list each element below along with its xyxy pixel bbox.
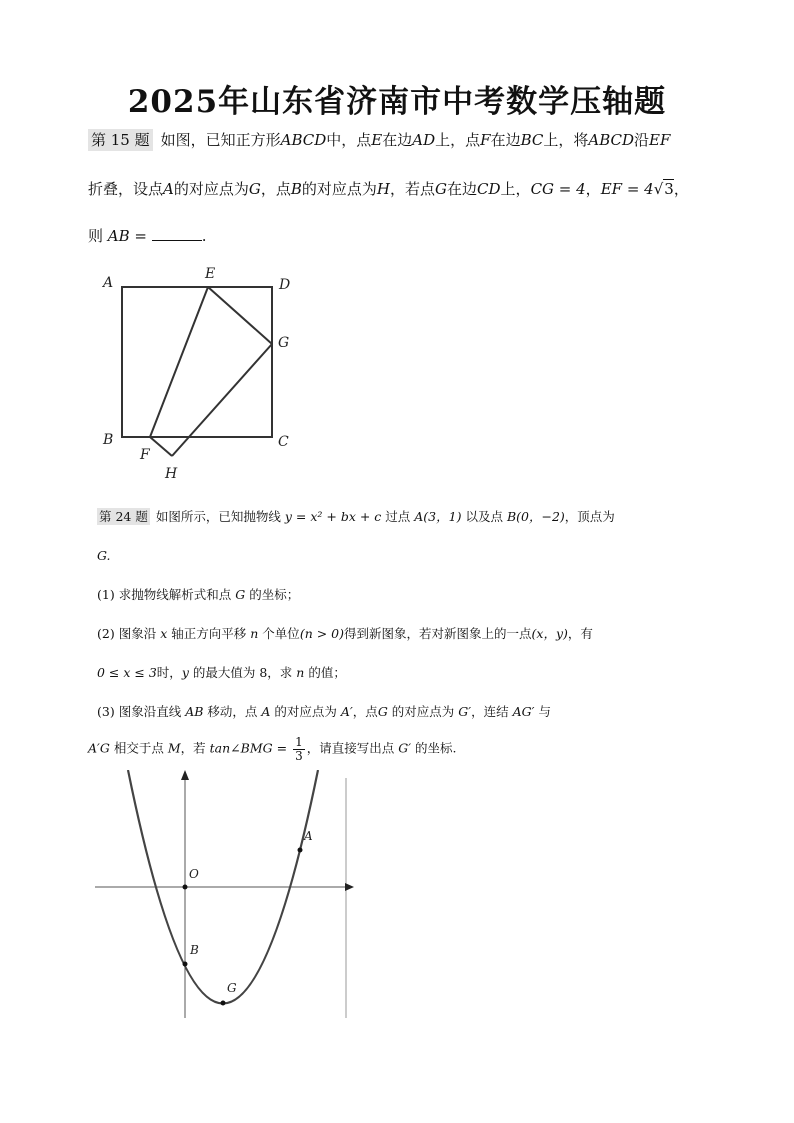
q24-tag: 第 24 题 (99, 509, 148, 524)
q24-part-2: (2) 图象沿 x 轴正方向平移 n 个单位(n > 0)得到新图象，若对新图象上的一点(x，y)，有 (97, 626, 593, 641)
label-f: F (140, 447, 150, 463)
q15-tag: 第 15 题 (88, 129, 153, 151)
q15-line-1: 第 15 题 如图，已知正方形ABCD中，点E在边AD上，点F在边BC上，将ABCD沿EF (88, 131, 728, 149)
point-a (298, 848, 303, 853)
point-o (183, 885, 188, 890)
square-abcd (122, 287, 272, 437)
label-b-parabola: B (190, 943, 199, 957)
segment-eg (208, 287, 272, 344)
q24-part-3: (3) 图象沿直线 AB 移动，点 A 的对应点为 A′，点G 的对应点为 G′，连结 AG′ 与 (97, 704, 551, 719)
q15-line-3: 则 AB = . (88, 227, 207, 245)
page-title: 2025年山东省济南市中考数学压轴题 (127, 84, 667, 120)
q15-figure (95, 262, 305, 488)
x-axis-arrow (345, 883, 354, 891)
label-a-parabola: A (304, 829, 313, 843)
segment-gh (172, 344, 272, 456)
label-g-parabola: G (227, 981, 237, 995)
label-h: H (165, 466, 178, 482)
fraction-one-third: $\frac{1}{3}$ (295, 735, 303, 763)
label-g: G (278, 335, 290, 351)
q24-intro: 第 24 题 如图所示，已知抛物线 y = x² + bx + c 过点 A(3，1) 以及点 B(0，−2)，顶点为 (99, 509, 615, 524)
segment-fh (150, 437, 172, 456)
answer-blank[interactable] (152, 226, 202, 241)
label-e: E (205, 266, 216, 282)
label-a: A (103, 275, 114, 291)
label-o: O (189, 867, 199, 881)
segment-ef (150, 287, 208, 437)
q24-part-2-cont: 0 ≤ x ≤ 3时，y 的最大值为 8，求 n 的值； (97, 665, 346, 680)
y-axis-arrow (181, 770, 189, 780)
label-b: B (103, 432, 114, 448)
point-g (221, 1001, 226, 1006)
q24-part-3-cont: A′G 相交于点 M，若 tan∠BMG = $\frac{1}{3}$ ，请直接写出点 G′ 的坐标. (88, 735, 457, 763)
q24-intro-end: G. (97, 548, 111, 563)
point-b (183, 962, 188, 967)
label-c: C (278, 434, 289, 450)
label-d: D (279, 277, 291, 293)
q24-figure (90, 770, 355, 1022)
q15-line-2: 折叠，设点A的对应点为G，点B的对应点为H，若点G在边CD上，CG = 4，EF = 4√3， (88, 180, 689, 198)
q24-part-1: (1) 求抛物线解析式和点 G 的坐标； (97, 587, 300, 602)
